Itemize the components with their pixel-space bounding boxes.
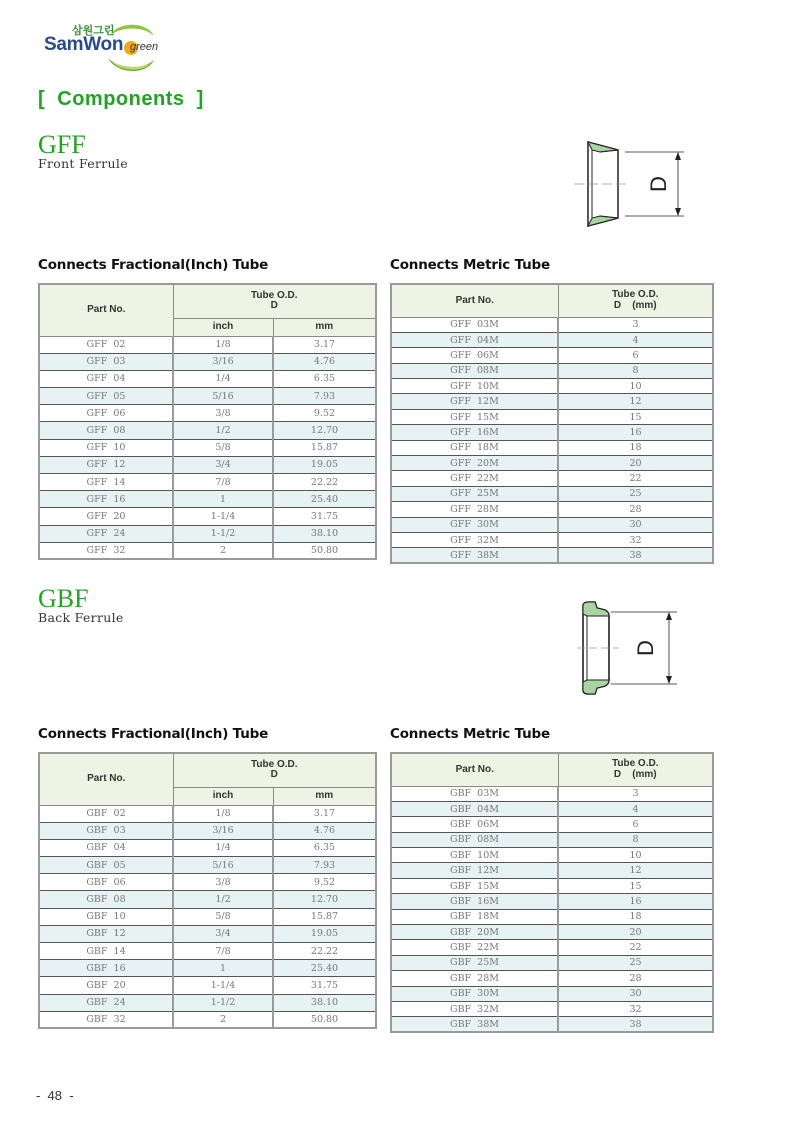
table-row: [39, 422, 376, 439]
cell-mm: 12: [558, 394, 713, 409]
cell-mm: 6.35: [273, 839, 376, 856]
cell-part: GBF 32: [39, 1011, 173, 1028]
cell-mm: 12.70: [273, 891, 376, 908]
gff-metric-title: Connects Metric Tube: [390, 257, 550, 273]
table-row: [39, 388, 376, 405]
cell-mm: 16: [558, 425, 713, 440]
header-tube-od-label: Tube O.D.: [612, 289, 659, 301]
diagram-dimension-label-gbf: D: [633, 640, 658, 656]
cell-part: GFF 05: [39, 388, 173, 405]
cell-part: GBF 32M: [391, 1001, 558, 1016]
table-row: [39, 977, 376, 994]
cell-inch: 1: [173, 491, 273, 508]
header-tube-od: [558, 753, 713, 786]
cell-mm: 6: [558, 348, 713, 363]
header-tube-od-sub: D: [270, 300, 278, 312]
table-row: [39, 943, 376, 960]
header-tube-od-sub: D (mm): [613, 299, 657, 311]
cell-part: GBF 24: [39, 994, 173, 1011]
cell-part: GBF 16M: [391, 894, 558, 909]
cell-part: GBF 18M: [391, 909, 558, 924]
cell-part: GFF 03: [39, 353, 173, 370]
table-row: [39, 456, 376, 473]
cell-mm: 25.40: [273, 960, 376, 977]
table-row: [391, 471, 713, 486]
cell-mm: 6.35: [273, 370, 376, 387]
cell-mm: 3: [558, 317, 713, 332]
gff-fractional-table: [38, 283, 377, 560]
cell-part: GBF 25M: [391, 955, 558, 970]
cell-inch: 1/4: [173, 839, 273, 856]
cell-inch: 3/4: [173, 456, 273, 473]
cell-part: GFF 08M: [391, 363, 558, 378]
cell-mm: 28: [558, 971, 713, 986]
table-row: [39, 353, 376, 370]
table-row: [39, 491, 376, 508]
cell-mm: 3: [558, 786, 713, 801]
cell-mm: 4.76: [273, 353, 376, 370]
cell-mm: 6: [558, 817, 713, 832]
cell-mm: 20: [558, 456, 713, 471]
table-row: [391, 955, 713, 970]
cell-inch: 3/8: [173, 874, 273, 891]
diagram-dimension-label-gff: D: [646, 176, 671, 192]
cell-mm: 50.80: [273, 1011, 376, 1028]
cell-mm: 4: [558, 332, 713, 347]
table-row: [39, 370, 376, 387]
cell-mm: 50.80: [273, 542, 376, 559]
cell-mm: 22.22: [273, 943, 376, 960]
cell-part: GFF 30M: [391, 517, 558, 532]
table-row: [391, 940, 713, 955]
cell-mm: 18: [558, 440, 713, 455]
cell-part: GFF 20: [39, 508, 173, 525]
cell-mm: 38.10: [273, 994, 376, 1011]
section-title: [ Components ]: [38, 88, 204, 110]
cell-inch: 1-1/4: [173, 508, 273, 525]
cell-part: GFF 15M: [391, 409, 558, 424]
cell-mm: 31.75: [273, 508, 376, 525]
cell-part: GBF 02: [39, 805, 173, 822]
table-row: [391, 394, 713, 409]
cell-mm: 22.22: [273, 474, 376, 491]
cell-part: GFF 16M: [391, 425, 558, 440]
cell-inch: 5/16: [173, 857, 273, 874]
table-row: [391, 1017, 713, 1032]
cell-mm: 38: [558, 548, 713, 563]
logo-korean-text: 삼원그린: [72, 24, 115, 37]
cell-mm: 32: [558, 532, 713, 547]
table-row: [39, 908, 376, 925]
cell-part: GBF 12: [39, 925, 173, 942]
header-part-no: Part No.: [391, 753, 558, 786]
cell-part: GBF 38M: [391, 1017, 558, 1032]
cell-inch: 3/8: [173, 405, 273, 422]
cell-mm: 22: [558, 471, 713, 486]
cell-part: GBF 22M: [391, 940, 558, 955]
table-row: [39, 1011, 376, 1028]
table-row: [39, 925, 376, 942]
cell-part: GBF 20: [39, 977, 173, 994]
gbf-metric-title: Connects Metric Tube: [390, 726, 550, 742]
gff-fractional-title: Connects Fractional(Inch) Tube: [38, 257, 269, 273]
table-row: [39, 805, 376, 822]
cell-mm: 30: [558, 986, 713, 1001]
cell-mm: 10: [558, 379, 713, 394]
table-row: [391, 332, 713, 347]
product-name-gbf: Back Ferrule: [38, 610, 124, 625]
cell-mm: 28: [558, 502, 713, 517]
cell-part: GFF 24: [39, 525, 173, 542]
cell-part: GBF 16: [39, 960, 173, 977]
cell-part: GBF 06: [39, 874, 173, 891]
cell-part: GFF 14: [39, 474, 173, 491]
table-row: [39, 525, 376, 542]
cell-mm: 30: [558, 517, 713, 532]
table-row: [391, 425, 713, 440]
cell-part: GBF 30M: [391, 986, 558, 1001]
cell-mm: 10: [558, 848, 713, 863]
cell-inch: 1/8: [173, 336, 273, 353]
table-row: [391, 486, 713, 501]
header-part-no: Part No.: [39, 284, 173, 336]
cell-mm: 32: [558, 1001, 713, 1016]
table-row: [391, 986, 713, 1001]
header-tube-od-sub: D (mm): [613, 768, 657, 780]
cell-part: GBF 08: [39, 891, 173, 908]
cell-mm: 15.87: [273, 908, 376, 925]
header-tube-od-label: Tube O.D.: [612, 758, 659, 770]
cell-mm: 16: [558, 894, 713, 909]
table-row: [39, 542, 376, 559]
cell-part: GFF 12: [39, 456, 173, 473]
product-name-gff: Front Ferrule: [38, 156, 128, 171]
cell-part: GFF 38M: [391, 548, 558, 563]
gbf-fractional-title: Connects Fractional(Inch) Tube: [38, 726, 269, 742]
cell-mm: 18: [558, 909, 713, 924]
table-row: [39, 822, 376, 839]
cell-part: GFF 18M: [391, 440, 558, 455]
logo-sub-text: green: [130, 41, 159, 53]
cell-mm: 7.93: [273, 388, 376, 405]
table-row: [39, 336, 376, 353]
cell-inch: 1: [173, 960, 273, 977]
cell-mm: 12.70: [273, 422, 376, 439]
cell-part: GFF 16: [39, 491, 173, 508]
table-row: [391, 801, 713, 816]
table-row: [391, 379, 713, 394]
cell-mm: 9.52: [273, 405, 376, 422]
cell-part: GFF 22M: [391, 471, 558, 486]
table-row: [39, 508, 376, 525]
cell-part: GBF 03M: [391, 786, 558, 801]
cell-part: GBF 10M: [391, 848, 558, 863]
header-inch: inch: [173, 318, 273, 336]
cell-part: GBF 08M: [391, 832, 558, 847]
cell-part: GBF 03: [39, 822, 173, 839]
cell-part: GFF 02: [39, 336, 173, 353]
cell-mm: 7.93: [273, 857, 376, 874]
table-row: [391, 817, 713, 832]
table-row: [391, 971, 713, 986]
cell-mm: 19.05: [273, 925, 376, 942]
cell-mm: 38: [558, 1017, 713, 1032]
cell-mm: 12: [558, 863, 713, 878]
cell-mm: 15: [558, 409, 713, 424]
cell-mm: 8: [558, 832, 713, 847]
cell-inch: 5/8: [173, 908, 273, 925]
header-tube-od-label: Tube O.D.: [251, 758, 298, 770]
cell-part: GBF 15M: [391, 878, 558, 893]
table-row: [391, 348, 713, 363]
table-row: [39, 960, 376, 977]
cell-inch: 1/4: [173, 370, 273, 387]
cell-part: GFF 25M: [391, 486, 558, 501]
cell-mm: 9.52: [273, 874, 376, 891]
table-row: [391, 878, 713, 893]
cell-inch: 3/16: [173, 822, 273, 839]
cell-mm: 25: [558, 486, 713, 501]
header-tube-od: [173, 753, 376, 787]
cell-mm: 20: [558, 925, 713, 940]
header-mm: mm: [273, 787, 376, 805]
header-inch: inch: [173, 787, 273, 805]
table-row: [391, 848, 713, 863]
table-row: [391, 894, 713, 909]
cell-part: GFF 32M: [391, 532, 558, 547]
gff-metric-table: [390, 283, 714, 564]
cell-mm: 15: [558, 878, 713, 893]
table-row: [391, 832, 713, 847]
logo-brand-name: SamWon: [44, 34, 124, 55]
cell-part: GBF 20M: [391, 925, 558, 940]
page-number: - 48 -: [36, 1088, 74, 1103]
cell-mm: 25: [558, 955, 713, 970]
cell-mm: 3.17: [273, 336, 376, 353]
cell-inch: 7/8: [173, 474, 273, 491]
table-row: [39, 439, 376, 456]
header-tube-od: [173, 284, 376, 318]
cell-inch: 2: [173, 542, 273, 559]
table-row: [391, 548, 713, 563]
table-row: [391, 786, 713, 801]
cell-part: GFF 06M: [391, 348, 558, 363]
table-row: [391, 925, 713, 940]
header-mm: mm: [273, 318, 376, 336]
samwon-logo: [42, 22, 182, 74]
cell-part: GBF 04M: [391, 801, 558, 816]
table-row: [391, 363, 713, 378]
gbf-fractional-table: [38, 752, 377, 1029]
cell-part: GBF 12M: [391, 863, 558, 878]
cell-mm: 4: [558, 801, 713, 816]
cell-part: GFF 04: [39, 370, 173, 387]
cell-inch: 1-1/4: [173, 977, 273, 994]
cell-mm: 19.05: [273, 456, 376, 473]
cell-part: GFF 10: [39, 439, 173, 456]
table-row: [39, 874, 376, 891]
header-part-no: Part No.: [39, 753, 173, 805]
cell-part: GBF 28M: [391, 971, 558, 986]
table-row: [391, 409, 713, 424]
table-row: [391, 317, 713, 332]
cell-inch: 1/2: [173, 422, 273, 439]
cell-part: GFF 08: [39, 422, 173, 439]
table-row: [39, 891, 376, 908]
cell-part: GFF 04M: [391, 332, 558, 347]
table-row: [39, 405, 376, 422]
cell-mm: 8: [558, 363, 713, 378]
table-row: [391, 440, 713, 455]
table-row: [391, 456, 713, 471]
cell-inch: 1-1/2: [173, 994, 273, 1011]
cell-part: GFF 32: [39, 542, 173, 559]
cell-part: GFF 28M: [391, 502, 558, 517]
cell-mm: 4.76: [273, 822, 376, 839]
table-row: [39, 839, 376, 856]
header-tube-od: [558, 284, 713, 317]
cell-part: GFF 12M: [391, 394, 558, 409]
cell-part: GFF 06: [39, 405, 173, 422]
cell-inch: 1/2: [173, 891, 273, 908]
cell-mm: 31.75: [273, 977, 376, 994]
cell-mm: 38.10: [273, 525, 376, 542]
gbf-metric-table: [390, 752, 714, 1033]
cell-part: GBF 04: [39, 839, 173, 856]
cell-part: GBF 06M: [391, 817, 558, 832]
header-part-no: Part No.: [391, 284, 558, 317]
header-tube-od-label: Tube O.D.: [251, 289, 298, 301]
cell-part: GFF 03M: [391, 317, 558, 332]
cell-part: GBF 10: [39, 908, 173, 925]
cell-inch: 2: [173, 1011, 273, 1028]
cell-inch: 3/4: [173, 925, 273, 942]
product-code-gff: GFF: [38, 130, 86, 159]
cell-mm: 25.40: [273, 491, 376, 508]
cell-inch: 1/8: [173, 805, 273, 822]
table-row: [391, 502, 713, 517]
product-code-gbf: GBF: [38, 584, 89, 613]
cell-inch: 5/8: [173, 439, 273, 456]
cell-mm: 15.87: [273, 439, 376, 456]
cell-part: GFF 10M: [391, 379, 558, 394]
cell-inch: 1-1/2: [173, 525, 273, 542]
cell-inch: 3/16: [173, 353, 273, 370]
back-ferrule-diagram: [575, 598, 690, 698]
front-ferrule-diagram: [570, 138, 690, 230]
table-row: [391, 863, 713, 878]
table-row: [39, 474, 376, 491]
cell-part: GBF 14: [39, 943, 173, 960]
cell-part: GFF 20M: [391, 456, 558, 471]
cell-part: GBF 05: [39, 857, 173, 874]
table-row: [39, 994, 376, 1011]
table-row: [391, 517, 713, 532]
table-row: [39, 857, 376, 874]
cell-mm: 22: [558, 940, 713, 955]
table-row: [391, 909, 713, 924]
cell-inch: 7/8: [173, 943, 273, 960]
header-tube-od-sub: D: [270, 769, 278, 781]
cell-inch: 5/16: [173, 388, 273, 405]
table-row: [391, 532, 713, 547]
cell-mm: 3.17: [273, 805, 376, 822]
table-row: [391, 1001, 713, 1016]
